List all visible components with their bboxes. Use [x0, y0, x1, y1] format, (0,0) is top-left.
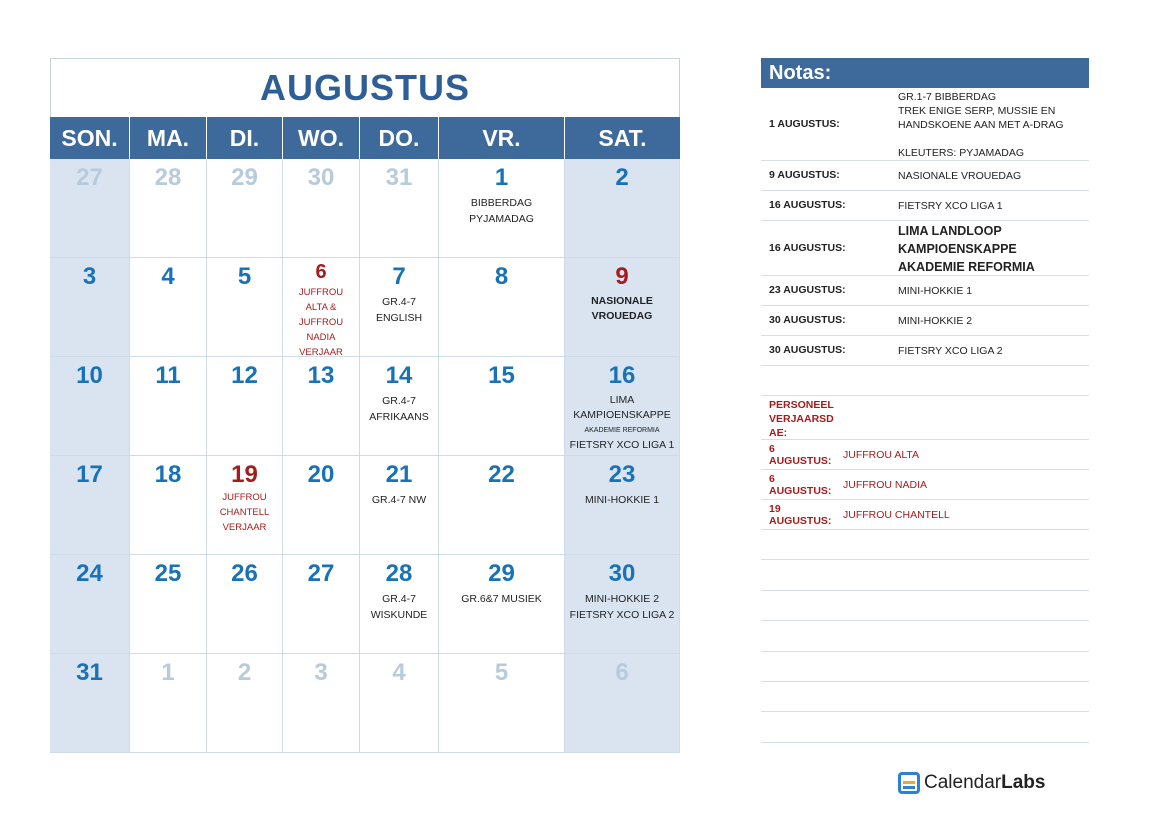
day-events: GR.4-7 WISKUNDE: [370, 593, 428, 621]
notes-list: [761, 88, 1089, 743]
weekday-label: DI.: [207, 117, 283, 159]
day-cell: [565, 654, 680, 753]
day-number: 18: [154, 461, 182, 488]
note-row: [761, 221, 1089, 276]
day-number: 1: [494, 164, 509, 191]
note-row-empty: [761, 560, 1089, 590]
day-cell: [360, 357, 439, 456]
day-number: 31: [76, 659, 103, 686]
staff-birthday-name: JUFFROU CHANTELL: [843, 509, 950, 521]
day-number: 30: [307, 164, 335, 191]
day-events: GR.4-7 NW: [371, 494, 427, 506]
day-cell: [360, 654, 439, 753]
day-cell: [360, 159, 439, 258]
day-events: [565, 393, 679, 453]
calendar: [50, 58, 680, 753]
staff-heading: PERSONEEL VERJAARSD AE:: [769, 399, 834, 439]
staff-birthday-name: JUFFROU ALTA: [843, 449, 920, 461]
note-date: 1 AUGUSTUS:: [769, 117, 840, 130]
note-row: [761, 306, 1089, 336]
day-cell: [50, 357, 130, 456]
day-cell: [207, 456, 283, 555]
day-number: 8: [494, 263, 509, 290]
note-row-empty: [761, 591, 1089, 621]
note-text: NASIONALE VROUEDAG: [898, 170, 1022, 182]
note-date: 16 AUGUSTUS:: [769, 241, 846, 254]
logo-text-part2: Labs: [1001, 772, 1046, 793]
day-events: NASIONALE VROUEDAG: [591, 295, 653, 322]
note-row-empty: [761, 712, 1089, 742]
day-cell: [207, 258, 283, 357]
day-events: GR.4-7 AFRIKAANS: [369, 395, 429, 423]
day-number: 27: [307, 560, 335, 587]
note-date: 30 AUGUSTUS:: [769, 314, 846, 326]
note-row-empty: [761, 682, 1089, 712]
day-number: 15: [488, 362, 515, 389]
day-cell: [565, 555, 680, 654]
note-text: MINI-HOKKIE 2: [898, 315, 973, 327]
note-date: 23 AUGUSTUS:: [769, 284, 846, 296]
calendarlabs-logo: [898, 770, 1045, 796]
day-cell: [50, 258, 130, 357]
day-number: 30: [608, 560, 636, 587]
day-cell: [360, 555, 439, 654]
day-cell: [360, 258, 439, 357]
day-number: 2: [237, 659, 252, 686]
day-number: 26: [231, 560, 258, 587]
day-number: 6: [315, 261, 327, 283]
day-cell: [130, 555, 207, 654]
day-cell: [565, 159, 680, 258]
day-events: JUFFROU ALTA & JUFFROU NADIA VERJAAR: [298, 287, 344, 357]
weekday-header: [50, 117, 680, 159]
staff-birthday-row: [761, 500, 1089, 530]
day-cell: [283, 555, 360, 654]
event-line: AKADEMIE REFORMIA: [584, 427, 660, 434]
note-row-empty: [761, 652, 1089, 682]
weekday-label: SAT.: [598, 124, 647, 151]
weekday-label: VR.: [439, 117, 565, 159]
day-cell: [130, 456, 207, 555]
weekday-label: WO.: [283, 117, 360, 159]
note-row-empty: [761, 621, 1089, 651]
note-row: [761, 336, 1089, 366]
day-number: 21: [385, 461, 413, 488]
day-number: 29: [488, 560, 515, 587]
day-cell: [439, 357, 565, 456]
day-cell: [130, 159, 207, 258]
event-line: FIETSRY XCO LIGA 1: [569, 439, 675, 451]
day-number: 4: [161, 263, 175, 290]
note-row-empty: [761, 530, 1089, 560]
day-cell: [439, 258, 565, 357]
day-cell: [283, 258, 360, 357]
staff-birthday-row: [761, 470, 1089, 500]
day-cell: [50, 555, 130, 654]
notes-panel: [761, 58, 1089, 743]
staff-birthday-date: 6 AUGUSTUS:: [769, 473, 832, 497]
day-cell: [439, 654, 565, 753]
day-cell: [565, 258, 680, 357]
day-number: 3: [314, 659, 328, 686]
day-cell: [207, 654, 283, 753]
day-number: 24: [76, 560, 103, 587]
day-number: 17: [76, 461, 103, 488]
day-events: MINI-HOKKIE 2 FIETSRY XCO LIGA 2: [569, 593, 675, 621]
weekday-label: DO.: [360, 117, 439, 159]
day-cell: [207, 159, 283, 258]
day-cell: [50, 654, 130, 753]
note-row: [761, 191, 1089, 221]
day-events: GR.6&7 MUSIEK: [461, 593, 542, 605]
day-number: 1: [161, 659, 175, 686]
day-number: 29: [231, 164, 258, 191]
day-number: 5: [494, 659, 509, 686]
day-number: 3: [82, 263, 97, 290]
weekday-label: MA.: [130, 117, 207, 159]
day-cell: [565, 357, 680, 456]
day-number: 20: [307, 461, 335, 488]
day-cell: [207, 555, 283, 654]
event-line: KAMPIOENSKAPPE: [573, 409, 671, 421]
day-number: 12: [231, 362, 258, 389]
event-line: LIMA: [609, 394, 635, 406]
day-number: 19: [231, 461, 258, 488]
day-cell: [439, 555, 565, 654]
note-row-empty: [761, 366, 1089, 396]
day-cell: [207, 357, 283, 456]
logo-text: [924, 772, 1045, 794]
note-text: FIETSRY XCO LIGA 2: [898, 345, 1003, 357]
day-events: MINI-HOKKIE 1: [584, 494, 660, 506]
day-number: 7: [392, 263, 406, 290]
day-cell: [565, 456, 680, 555]
day-cell: [50, 456, 130, 555]
month-title: AUGUSTUS: [50, 58, 680, 117]
day-cell: [439, 456, 565, 555]
day-number: 2: [615, 164, 629, 191]
staff-birthday-row: [761, 440, 1089, 470]
note-row: [761, 88, 1089, 161]
day-number: 10: [76, 362, 103, 389]
weekday-label: SON.: [50, 117, 130, 159]
note-text: FIETSRY XCO LIGA 1: [898, 200, 1003, 212]
staff-birthdays-header: [761, 396, 1089, 440]
note-text: MINI-HOKKIE 1: [898, 285, 973, 297]
day-cell: [360, 456, 439, 555]
day-cell: [50, 159, 130, 258]
day-cell: [130, 357, 207, 456]
day-number: 6: [615, 659, 629, 686]
day-events: JUFFROU CHANTELL VERJAAR: [219, 492, 270, 533]
day-number: 31: [385, 164, 413, 191]
day-cell: [283, 654, 360, 753]
staff-birthday-name: JUFFROU NADIA: [843, 479, 927, 491]
day-number: 28: [385, 560, 413, 587]
day-number: 11: [155, 362, 181, 389]
day-events: BIBBERDAG PYJAMADAG: [469, 197, 534, 225]
day-cell: [130, 258, 207, 357]
day-number: 16: [608, 362, 636, 389]
staff-birthday-date: 19 AUGUSTUS:: [769, 503, 832, 527]
day-number: 27: [76, 164, 103, 191]
note-row: [761, 276, 1089, 306]
day-events: GR.4-7 ENGLISH: [375, 296, 423, 324]
day-cell: [130, 654, 207, 753]
staff-birthday-date: 6 AUGUSTUS:: [769, 443, 832, 467]
note-text: GR.1-7 BIBBERDAG TREK ENIGE SERP, MUSSIE EN HANDSKOENE AAN MET A-DRAG KLEUTERS: PYJAMADAG: [898, 91, 1064, 159]
day-number: 22: [488, 461, 515, 488]
day-number: 28: [154, 164, 182, 191]
day-cell: [283, 159, 360, 258]
note-date: 16 AUGUSTUS:: [769, 199, 846, 211]
note-row: [761, 161, 1089, 191]
day-cell: [283, 456, 360, 555]
day-cell: [283, 357, 360, 456]
note-text: LIMA LANDLOOP KAMPIOENSKAPPE AKADEMIE REFORMIA: [898, 224, 1035, 274]
notes-title: Notas:: [761, 58, 1089, 88]
calendar-icon: [898, 772, 920, 794]
day-number: 4: [392, 659, 406, 686]
calendar-grid: [50, 159, 680, 753]
day-number: 13: [307, 362, 335, 389]
day-number: 9: [615, 263, 629, 290]
day-number: 23: [608, 461, 636, 488]
day-number: 5: [237, 263, 252, 290]
logo-text-part1: Calendar: [924, 772, 1002, 793]
day-cell: [439, 159, 565, 258]
note-date: 30 AUGUSTUS:: [769, 344, 846, 356]
day-number: 14: [385, 362, 413, 389]
note-date: 9 AUGUSTUS:: [769, 169, 840, 181]
day-number: 25: [154, 560, 182, 587]
